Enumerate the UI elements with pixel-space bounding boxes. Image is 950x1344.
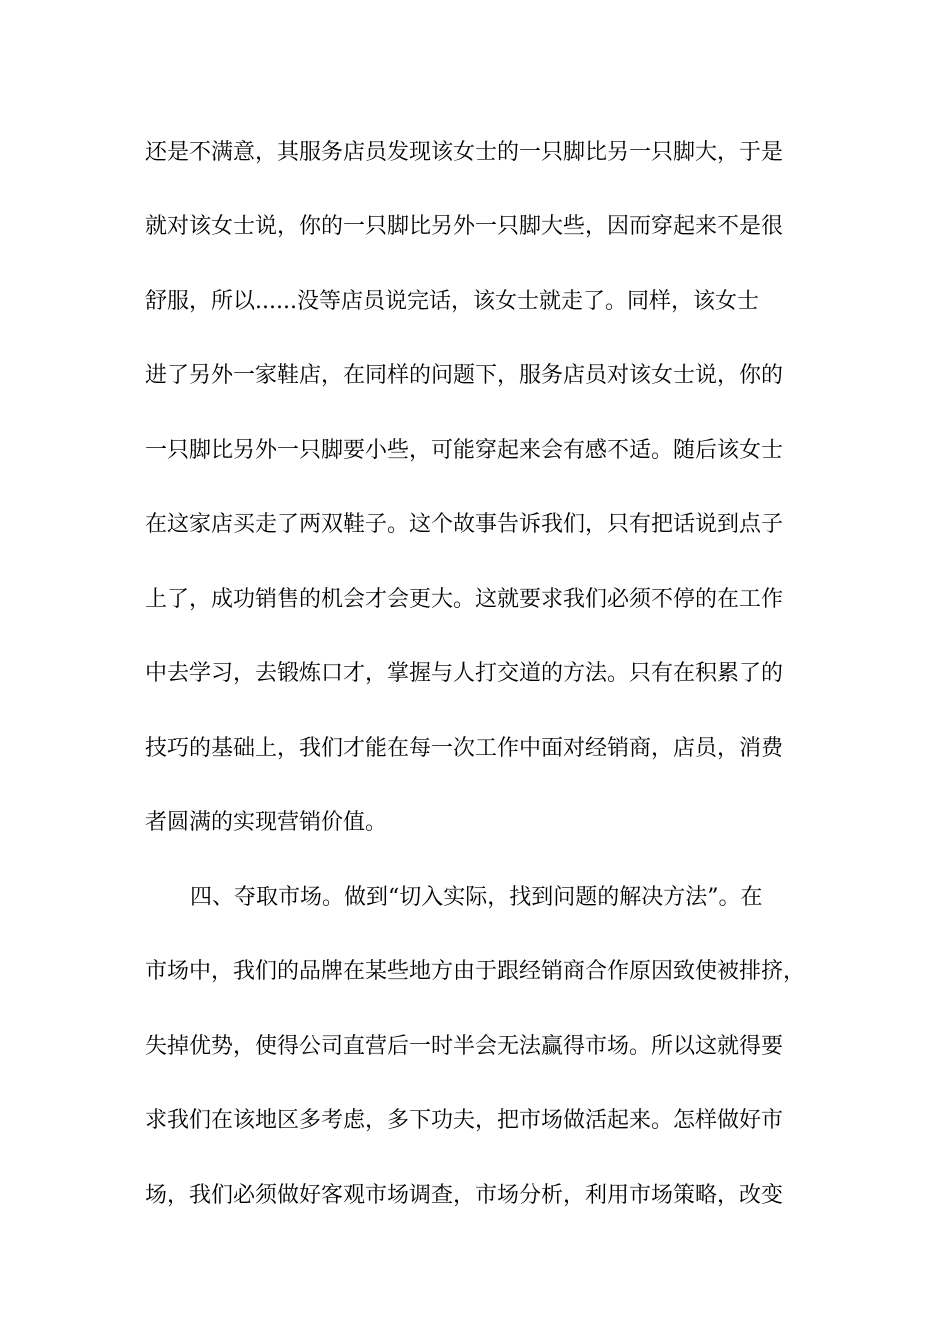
text-line: 就对该女士说，你的一只脚比另外一只脚大些，因而穿起来不是很 <box>145 214 784 239</box>
text-line: 场，我们必须做好客观市场调查，市场分析，利用市场策略，改变 <box>145 1183 784 1208</box>
text-line: 求我们在该地区多考虑，多下功夫，把市场做活起来。怎样做好市 <box>145 1108 784 1133</box>
section-heading-line: 四、夺取市场。做到“切入实际，找到问题的解决方法”。在 <box>190 885 763 910</box>
text-line: 失掉优势，使得公司直营后一时半会无法赢得市场。所以这就得要 <box>145 1034 784 1059</box>
text-line: 在这家店买走了两双鞋子。这个故事告诉我们，只有把话说到点子 <box>145 512 784 537</box>
text-line: 市场中，我们的品牌在某些地方由于跟经销商合作原因致使被排挤， <box>145 959 806 984</box>
text-line: 中去学习，去锻炼口才，掌握与人打交道的方法。只有在积累了的 <box>145 661 784 686</box>
text-line: 一只脚比另外一只脚要小些，可能穿起来会有感不适。随后该女士 <box>145 438 784 463</box>
text-line: 者圆满的实现营销价值。 <box>145 810 388 835</box>
text-line: 技巧的基础上，我们才能在每一次工作中面对经销商，店员，消费 <box>145 736 784 761</box>
text-line: 还是不满意，其服务店员发现该女士的一只脚比另一只脚大，于是 <box>145 140 784 165</box>
text-line: 舒服，所以......没等店员说完话，该女士就走了。同样，该女士 <box>145 289 759 314</box>
text-line: 进了另外一家鞋店，在同样的问题下，服务店员对该女士说，你的 <box>145 363 784 388</box>
text-line: 上了，成功销售的机会才会更大。这就要求我们必须不停的在工作 <box>145 587 784 612</box>
